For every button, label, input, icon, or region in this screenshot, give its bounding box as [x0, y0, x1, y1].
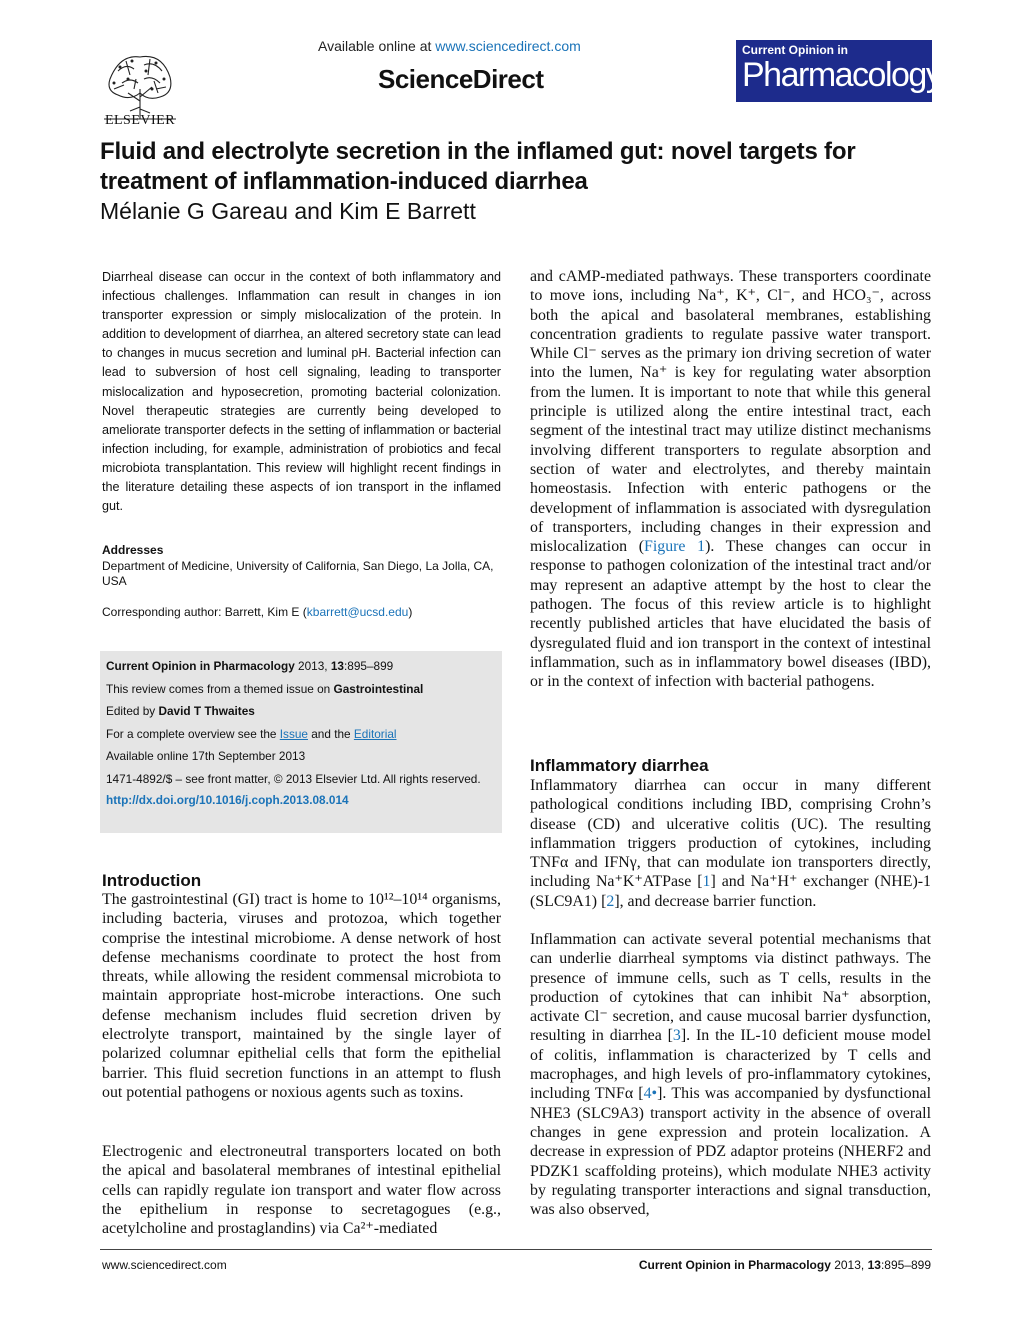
introduction-heading: Introduction	[102, 871, 202, 890]
intro-paragraph-2: Electrogenic and electroneutral transporters located on both the apical and basolateral membranes of intestinal epithelial cells can rapidly regulate ion transport and water flow across the epithelium in response to secretagogues (e.g., acetylcholine and prostaglandins) via Ca²⁺-mediated	[102, 1143, 501, 1238]
info-volume: 13	[330, 659, 344, 673]
themed-topic: Gastrointestinal	[333, 681, 424, 696]
inflammatory-paragraph-2	[530, 930, 931, 1219]
footer-citation	[639, 1258, 931, 1272]
corresponding-author	[102, 605, 501, 619]
addresses	[102, 543, 501, 590]
right-p1-text-a: and cAMP-mediated pathways. These transporters coordinate to move ions, including Na⁺, K⁺, Cl⁻, and HCO₃⁻, across both the apical and basolateral membranes, establishing concentration gradients to regulate passive water transport. While Cl⁻ serves as the primary ion driving secretion of water into the lumen, Na⁺ is key for regulating water absorption from the lumen. It is important to note that while this general principle is utilized along the entire intestinal tract, each segment of the intestinal tract may utilize distinct mechanisms involving different transporters to regulate absorption and section of water and electrolytes, and thereby maintain homeostasis. Infection with enteric pathogens or the development of inflammation is associated with dysregulation of transporters, including changes in their expression and mislocalization (	[530, 268, 931, 556]
ref-2-link[interactable]: 2	[606, 892, 615, 910]
infl-p1-text-b: ] and Na⁺H⁺ exchanger (NHE)-1 (SLC9A1) [	[530, 873, 932, 910]
abstract: Diarrheal disease can occur in the context of both inflammatory and infectious challenges. Inflammation can result in changes in ion transporter expression or simply mislocalization of the protein. In addition to development of diarrhea, an altered secretory state can lead to changes in mucus secretion and luminal pH. Bacterial infection can lead to subversion of host cell signaling, leading to transporter mislocalization and hyposecretion, promoting bacterial colonization. Novel therapeutic strategies are currently being developed to ameliorate transporter defects in the setting of inflammation or bacterial infection including, for example, administration of probiotics and fecal microbiota transplantation. This review will highlight recent findings in the literature detailing these aspects of ion transport in the inflamed gut.	[102, 270, 501, 514]
infl-p1-text-a: Inflammatory diarrhea can occur in many different pathological conditions including IBD, comprising Crohn’s disease (CD) and ulcerative colitis (UC). The resulting inflammation triggers production of cytokines, including TNFα and IFNγ, that can modulate ion transporters directly, including Na⁺K⁺ATPase [	[530, 777, 931, 891]
overview-line	[106, 723, 496, 746]
inflammatory-paragraph-1	[530, 776, 931, 911]
footer-pages: :895–899	[880, 1258, 931, 1272]
edited-by-line	[106, 700, 496, 723]
publisher-name: ELSEVIER	[104, 113, 176, 128]
themed-issue-line	[106, 678, 496, 701]
footer-website[interactable]: www.sciencedirect.com	[102, 1258, 227, 1272]
doi-link[interactable]: http://dx.doi.org/10.1016/j.coph.2013.08.014	[106, 792, 349, 807]
copyright-line: 1471-4892/$ – see front matter, © 2013 Elsevier Ltd. All rights reserved.	[106, 771, 481, 786]
info-year: 2013,	[294, 659, 331, 673]
infl-p2-text-c: ]. This was accompanied by dysfunctional NHE3 (SLC9A3) transport activity in the absence of overall changes in gene expression and protein localization. A decrease in expression of PDZ adaptor proteins (NHERF2 and PDZK1 scaffolding proteins), which modulate NHE3 activity by regulating transporter interactions and signal transduction, was also observed,	[530, 1085, 931, 1219]
infl-p2-text-b: ]. In the IL-10 deficient mouse model of colitis, inflammation is characterized by T cells and macrophages, and high levels of pro-inflammatory cytokines, including TNFα [	[530, 1027, 931, 1103]
editorial-link[interactable]: Editorial	[353, 726, 397, 741]
addresses-heading: Addresses	[102, 543, 164, 557]
footer-volume: 13	[867, 1258, 881, 1272]
corresponding-suffix: )	[408, 605, 413, 619]
edited-prefix: Edited by	[106, 704, 159, 718]
editor-name: David T Thwaites	[158, 704, 255, 718]
sciencedirect-link[interactable]: www.sciencedirect.com	[435, 38, 581, 54]
article-authors: Mélanie G Gareau and Kim E Barrett	[100, 198, 476, 224]
article-title: Fluid and electrolyte secretion in the inflamed gut: novel targets for treatment of inflammation-induced diarrhea	[100, 138, 856, 195]
right-paragraph-1	[530, 267, 931, 692]
right-p1-text-b: ). These changes can occur in response to pathogen colonization of the intestinal tract and/or may represent an adaptive attempt by the host to clear the pathogen. The focus of this review article is to highlight recently published articles that have elucidated the basis of dysregulated fluid and ion transport in the context of intestinal inflammation, such as in inflammatory bowel diseases (IBD), or in the context of infection with bacterial pathogens.	[530, 538, 931, 691]
journal-logo-top: Current Opinion in	[742, 43, 848, 57]
journal-logo-box	[736, 40, 942, 102]
citation-line	[106, 655, 496, 678]
intro-paragraph-1: The gastrointestinal (GI) tract is home to 10¹²–10¹⁴ organisms, including bacteria, viruses and protozoa, which together comprise the intestinal microbiome. A dense network of host defense mechanisms coordinate to protect the host from threats, while allowing the resident commensal microbiota to maintain appropriate host-microbe interactions. One such defense mechanism includes fluid secretion driven by electrolyte transport, maintained by the single layer of polarized columnar epithelial cells that form the epithelial barrier. This fluid secretion functions in an attempt to flush out potential pathogens or noxious agents such as toxins.	[102, 891, 501, 1101]
sciencedirect-brand: ScienceDirect	[378, 64, 544, 94]
corresponding-email-link[interactable]: kbarrett@ucsd.edu	[306, 605, 409, 619]
infl-p2-text-a: Inflammation can activate several potential mechanisms that can underlie diarrheal symptoms via distinct pathways. The presence of immune cells, such as T cells, results in the production of cytokines that can inhibit Na⁺ absorption, activate Cl⁻ secretion, and cause mucosal barrier dysfunction, resulting in diarrhea [	[530, 931, 931, 1045]
available-online-label: Available online at	[318, 38, 432, 54]
footer-journal: Current Opinion in Pharmacology	[638, 1258, 831, 1272]
footer-year: 2013,	[830, 1258, 868, 1272]
themed-prefix: This review comes from a themed issue on	[106, 681, 334, 696]
addresses-text: Department of Medicine, University of California, San Diego, La Jolla, CA, USA	[102, 558, 494, 588]
footer-divider	[100, 1249, 932, 1250]
ref-1-link[interactable]: 1	[702, 873, 711, 891]
overview-prefix: For a complete overview see the	[106, 726, 280, 741]
infl-p1-text-c: ], and decrease barrier function.	[614, 892, 817, 910]
inflammatory-diarrhea-heading: Inflammatory diarrhea	[530, 756, 709, 775]
info-journal-name: Current Opinion in Pharmacology	[106, 659, 295, 673]
ref-3-link[interactable]: 3	[672, 1027, 681, 1045]
issue-link[interactable]: Issue	[279, 726, 308, 741]
article-info-box	[100, 651, 502, 833]
availability-line	[318, 38, 581, 54]
figure-1-link[interactable]: Figure 1	[644, 538, 706, 556]
journal-logo-title: Pharmacology	[742, 56, 942, 94]
corresponding-prefix: Corresponding author: Barrett, Kim E (	[102, 605, 307, 619]
info-pages: :895–899	[343, 659, 394, 673]
ref-4-link[interactable]: 4•	[643, 1085, 658, 1103]
available-date: Available online 17th September 2013	[106, 749, 306, 763]
overview-mid: and the	[307, 726, 354, 741]
